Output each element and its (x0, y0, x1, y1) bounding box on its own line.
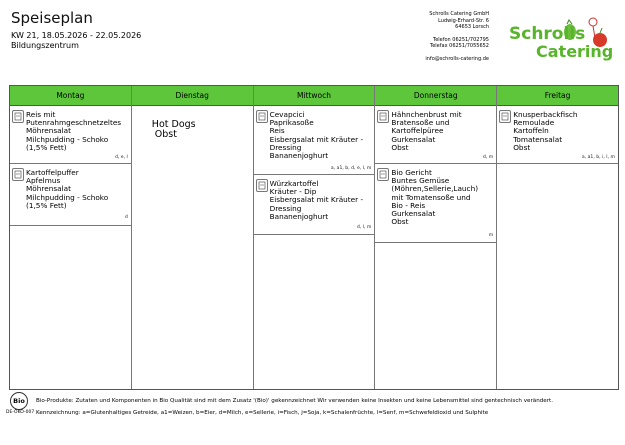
meal-line: (1,5% Fett) (26, 200, 67, 210)
meal-lines (513, 111, 577, 152)
company-address (402, 11, 489, 63)
meal-line: Bio - Reis (391, 200, 426, 210)
meal-line: Gurkensalat (391, 209, 436, 219)
meal-line: Eisbergsalat mit Kräuter - (269, 195, 364, 205)
meal-item (375, 164, 496, 243)
company-city: 64653 Lorsch (455, 24, 489, 31)
meal-line: Obst (513, 142, 531, 152)
menu-icon (256, 110, 268, 123)
meal-line: Remoulade (513, 118, 555, 128)
meal-line: (1,5% Fett) (26, 142, 67, 152)
day-column-donnerstag (375, 86, 497, 389)
meal-line: Cevapcici (269, 110, 305, 119)
meal-lines (391, 169, 478, 226)
week-info (11, 31, 141, 51)
meal-item (10, 164, 131, 226)
meal-line: Gurkensalat (391, 134, 436, 144)
meal-item (375, 106, 496, 164)
meal-line: Obst (391, 217, 409, 227)
allergen-codes: a, a1, b, d, e, l, m (330, 166, 372, 171)
meal-line: Reis (269, 126, 285, 136)
meal-line: Bananenjoghurt (269, 151, 329, 161)
meal-line: (Möhren,Sellerie,Lauch) (391, 184, 479, 194)
logo-line-1: Schrolls (509, 24, 586, 44)
meal-line: Hot Dogs (151, 119, 196, 130)
menu-icon (12, 110, 24, 123)
meal-line: Kräuter - Dip (269, 187, 317, 197)
logo-line-2: Catering (536, 42, 614, 61)
meal-line: Eisbergsalat mit Kräuter - (269, 134, 364, 144)
meal-line: Möhrensalat (26, 126, 71, 136)
meal-line: Obst (391, 142, 409, 152)
meal-line: mit Tomatensoße und (391, 192, 471, 202)
meal-line: Milchpudding - Schoko (26, 134, 109, 144)
week-range: KW 21, 18.05.2026 - 22.05.2026 (11, 31, 142, 40)
menu-icon (499, 110, 511, 123)
allergen-codes: d, l, m (356, 225, 372, 230)
company-street: Ludwig-Erhard-Str. 6 (438, 17, 489, 24)
day-column-mittwoch (254, 86, 376, 389)
allergen-codes: d (124, 215, 128, 220)
meal-lines (270, 180, 364, 221)
day-header: Donnerstag (375, 86, 496, 106)
day-header: Montag (10, 86, 131, 106)
day-header: Mittwoch (254, 86, 375, 106)
meal-line: Würzkartoffel (269, 179, 319, 188)
menu-icon (12, 168, 24, 181)
menu-icon (377, 168, 389, 181)
meal-lines (26, 169, 108, 210)
meal-lines (270, 111, 364, 160)
meal-line: Kartoffelpuffer (26, 168, 79, 177)
meal-line: Milchpudding - Schoko (26, 192, 109, 202)
meal-line: Dressing (269, 203, 302, 213)
meal-item (10, 106, 131, 164)
meal-line: Dressing (269, 142, 302, 152)
company-fax: Telefax 06251/7055652 (430, 43, 489, 50)
day-column-montag (10, 86, 132, 389)
meal-line: Hähnchenbrust mit (391, 110, 462, 119)
bio-notice: Bio-Produkte: Zutaten und Komponenten in Bio Qualität sind mit dem Zusatz '(Bio)' gekennzeichnet Wir verwenden keine Insekten und keine Lebensmittel sind gentechnisch verändert. (36, 398, 554, 404)
day-header: Freitag (497, 86, 618, 106)
location: Bildungszentrum (11, 41, 79, 50)
meal-lines (391, 111, 461, 152)
menu-icon (377, 110, 389, 123)
company-name: Schrolls Catering GmbH (429, 11, 489, 17)
meal-line: Bratensoße und (391, 118, 450, 128)
bio-code: DE-ÖKO-007 (6, 410, 35, 415)
allergen-legend: Kennzeichnung: a=Glutenhaltiges Getreide, a1=Weizen, b=Eier, d=Milch, e=Sellerie, i=Fisch, j=Soja, k=Schalenfrüchte, l=Senf, m=Schwefeldioxid und Sulphite (36, 410, 489, 416)
meal-line: Bio Gericht (391, 168, 432, 177)
meal-line: Kartoffeln (513, 126, 549, 136)
page-title: Speiseplan (11, 9, 93, 27)
meal-line: Kartoffelpüree (391, 126, 444, 136)
allergen-codes: d, e, l (114, 155, 128, 160)
meal-line: Reis mit (26, 110, 56, 119)
meal-item (254, 175, 375, 235)
meal-line: Buntes Gemüse (391, 176, 450, 186)
day-column-dienstag (132, 86, 254, 389)
day-header: Dienstag (132, 86, 253, 106)
company-phone: Telefon 06251/702795 (432, 36, 489, 43)
meal-item (254, 106, 375, 175)
meal-line: Bananenjoghurt (269, 211, 329, 221)
allergen-codes: a, a1, b, i, l, m (581, 155, 615, 160)
meal-lines (26, 111, 121, 152)
bio-seal: Bio (10, 392, 28, 410)
meal-line: Paprikasoße (269, 118, 314, 128)
company-email[interactable]: info@schrolls-catering.de (425, 55, 489, 62)
meal-line: Möhrensalat (26, 184, 71, 194)
day-column-freitag (497, 86, 618, 389)
meal-line: Obst (154, 129, 177, 140)
meal-line: Apfelmus (26, 176, 61, 186)
allergen-codes: d, m (482, 155, 494, 160)
menu-icon (256, 179, 268, 192)
meal-line: Knusperbackfisch (513, 110, 578, 119)
allergen-codes: m (488, 233, 494, 238)
menu-grid (9, 85, 619, 390)
meal-line: Tomatensalat (513, 134, 563, 144)
plain-menu (152, 120, 196, 140)
meal-line: Putenrahmgeschnetzeltes (26, 118, 122, 128)
company-logo (505, 10, 615, 68)
meal-item (497, 106, 618, 164)
